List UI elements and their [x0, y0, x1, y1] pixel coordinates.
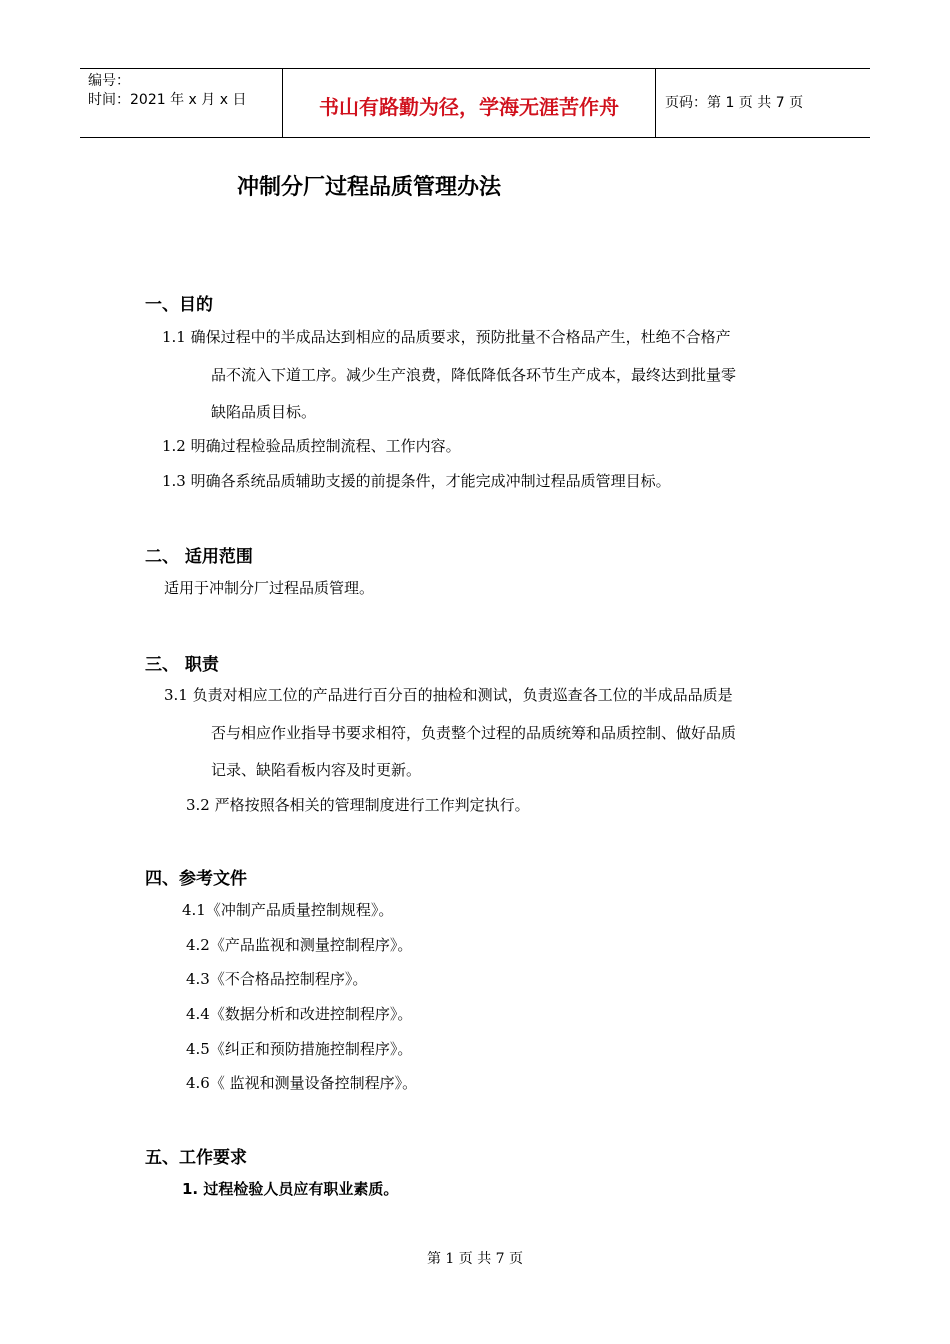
- document-number-label: 编号：: [88, 73, 130, 89]
- paragraph-1-1-line-1: 1.1 确保过程中的半成品达到相应的品质要求，预防批量不合格品产生，杜绝不合格产: [162, 328, 731, 346]
- paragraph-1-3: 1.3 明确各系统品质辅助支援的前提条件，才能完成冲制过程品质管理目标。: [162, 472, 671, 490]
- header-left-cell: [80, 69, 282, 137]
- reference-item: 4.2《产品监视和测量控制程序》。: [186, 936, 413, 954]
- header-table: [80, 68, 870, 138]
- paragraph-work-requirement-1: 1. 过程检验人员应有职业素质。: [182, 1180, 399, 1198]
- reference-item: 4.4《数据分析和改进控制程序》。: [186, 1005, 413, 1023]
- document-title: 冲制分厂过程品质管理办法: [237, 175, 502, 200]
- section-heading-purpose: 一、目的: [145, 295, 213, 315]
- section-heading-responsibilities: 三、 职责: [145, 655, 219, 675]
- paragraph-1-2: 1.2 明确过程检验品质控制流程、工作内容。: [162, 437, 461, 455]
- section-heading-scope: 二、 适用范围: [145, 547, 253, 567]
- header-motto: 书山有路勤为径，学海无涯苦作舟: [319, 95, 619, 119]
- reference-item: 4.5《纠正和预防措施控制程序》。: [186, 1040, 413, 1058]
- paragraph-scope: 适用于冲制分厂过程品质管理。: [164, 579, 375, 597]
- reference-item: 4.1《冲制产品质量控制规程》。: [182, 901, 394, 919]
- reference-item: 4.3《不合格品控制程序》。: [186, 970, 368, 988]
- reference-item: 4.6《 监视和测量设备控制程序》。: [186, 1074, 418, 1092]
- section-heading-references: 四、参考文件: [145, 869, 247, 889]
- header-middle-cell: [282, 69, 656, 137]
- paragraph-3-1-line-2: 否与相应作业指导书要求相符，负责整个过程的品质统筹和品质控制、做好品质: [211, 724, 737, 742]
- paragraph-1-1-line-2: 品不流入下道工序。减少生产浪费，降低降低各环节生产成本，最终达到批量零: [211, 366, 737, 384]
- header-right-cell: [655, 69, 870, 137]
- paragraph-1-1-line-3: 缺陷品质目标。: [211, 403, 317, 421]
- page-footer: 第 1 页 共 7 页: [426, 1251, 524, 1267]
- paragraph-3-2: 3.2 严格按照各相关的管理制度进行工作判定执行。: [186, 796, 530, 814]
- paragraph-3-1-line-1: 3.1 负责对相应工位的产品进行百分百的抽检和测试，负责巡查各工位的半成品品质是: [164, 686, 733, 704]
- paragraph-3-1-line-3: 记录、缺陷看板内容及时更新。: [211, 761, 422, 779]
- document-time-label: 时间：2021 年 x 月 x 日: [88, 92, 247, 108]
- header-page-info: 页码：第 1 页 共 7 页: [665, 95, 804, 111]
- section-heading-work-requirements: 五、工作要求: [145, 1148, 247, 1168]
